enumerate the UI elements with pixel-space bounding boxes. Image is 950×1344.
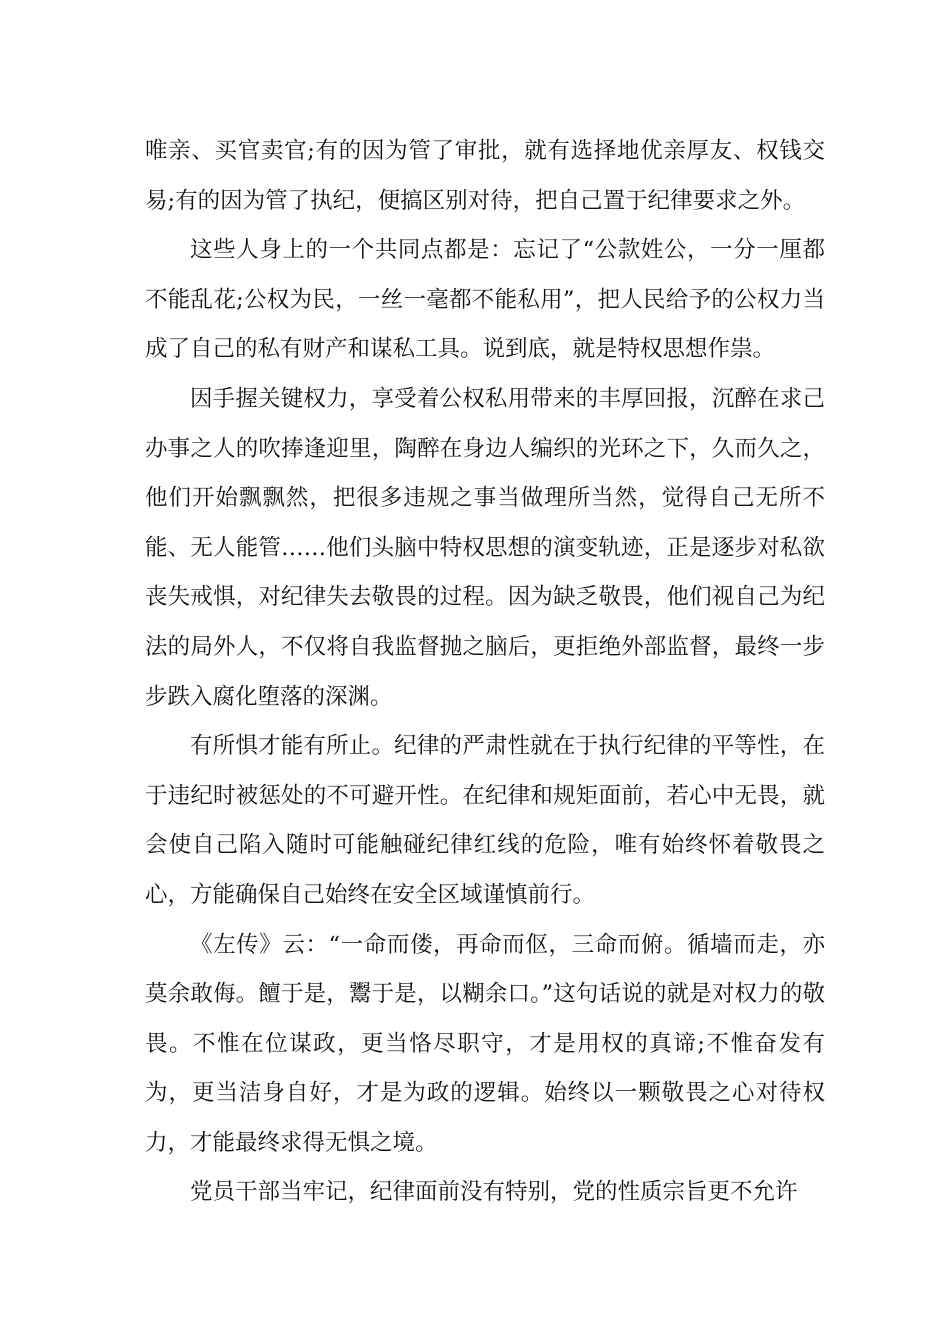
paragraph-3: 因手握关键权力，享受着公权私用带来的丰厚回报，沉醉在求己办事之人的吹捧逢迎里，陶醉在身边人编织的光环之下，久而久之，他们开始飘飘然，把很多违规之事当做理所当然，觉得自己无所不能、无人能管……他们头脑中特权思想的演变轨迹，正是逐步对私欲丧失戒惧，对纪律失去敬畏的过程。因为缺乏敬畏，他们视自己为纪法的局外人，不仅将自我监督抛之脑后，更拒绝外部监督，最终一步步跌入腐化堕落的深渊。 — [145, 385, 825, 710]
paragraph-1: 唯亲、买官卖官;有的因为管了审批，就有选择地优亲厚友、权钱交易;有的因为管了执纪，便搞区别对待，把自己置于纪律要求之外。 — [145, 138, 825, 214]
document-body — [145, 127, 825, 1218]
paragraph-6: 党员干部当牢记，纪律面前没有特别，党的性质宗旨更不允许 — [190, 1179, 798, 1206]
paragraph-5: 《左传》云：“一命而偻，再命而伛，三命而俯。循墙而走，亦莫余敢侮。饘于是，鬻于是，以糊余口。”这句话说的就是对权力的敬畏。不惟在位谋政，更当恪尽职守，才是用权的真谛;不惟奋发有为，更当洁身自好，才是为政的逻辑。始终以一颗敬畏之心对待权力，才能最终求得无惧之境。 — [145, 931, 825, 1156]
paragraph-4: 有所惧才能有所止。纪律的严肃性就在于执行纪律的平等性，在于违纪时被惩处的不可避开性。在纪律和规矩面前，若心中无畏，就会使自己陷入随时可能触碰纪律红线的危险，唯有始终怀着敬畏之心，方能确保自己始终在安全区域谨慎前行。 — [145, 733, 825, 908]
paragraph-2: 这些人身上的一个共同点都是：忘记了“公款姓公，一分一厘都不能乱花;公权为民，一丝一毫都不能私用”，把人民给予的公权力当成了自己的私有财产和谋私工具。说到底，就是特权思想作祟。 — [145, 237, 825, 363]
